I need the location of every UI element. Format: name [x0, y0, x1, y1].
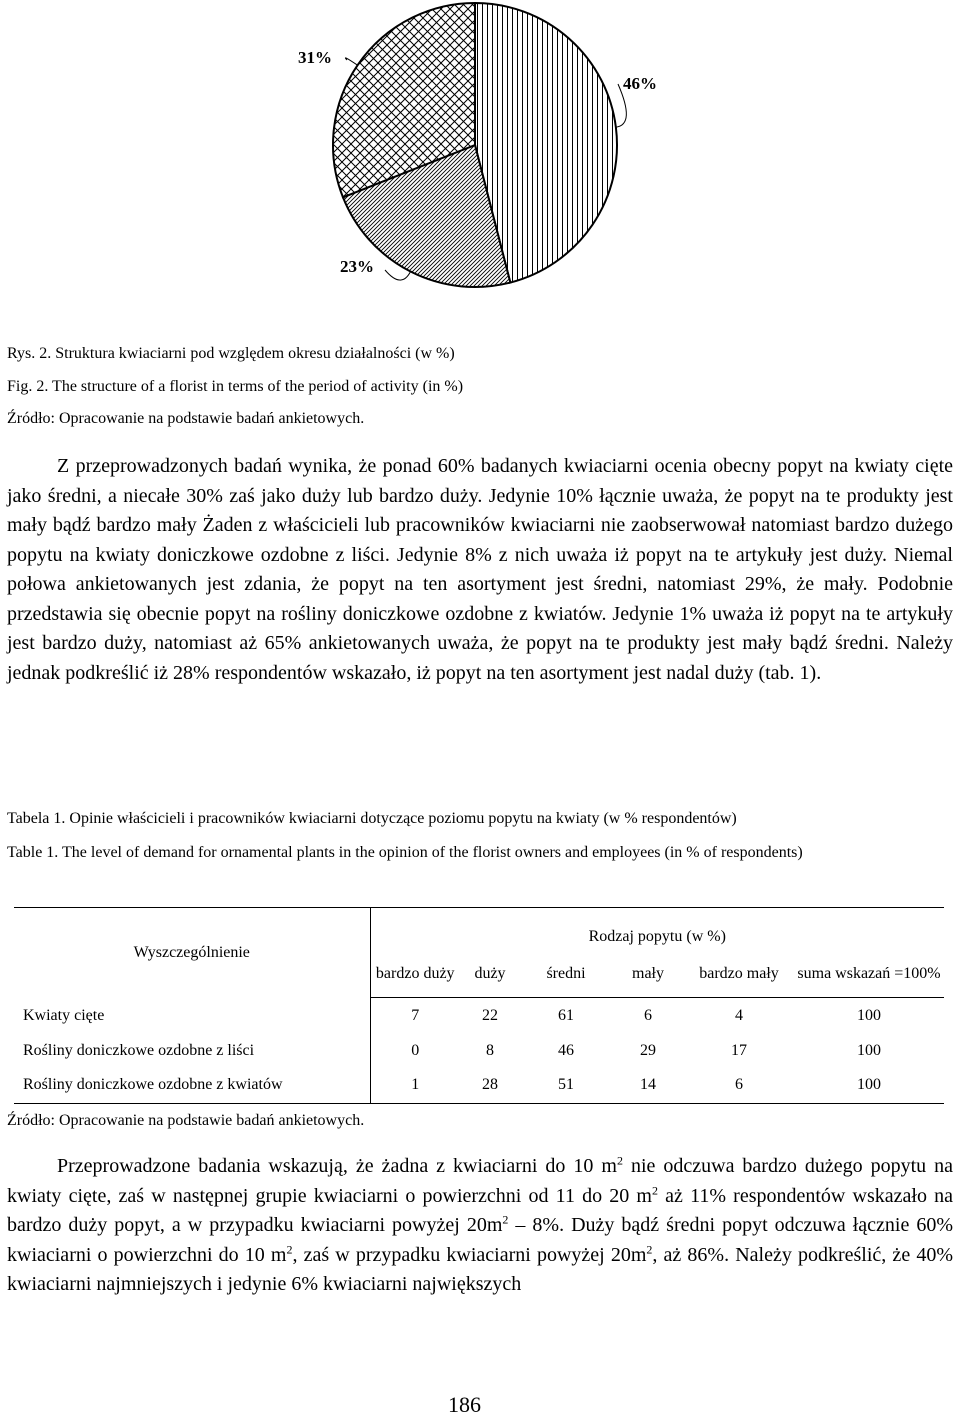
body-paragraph-2: [7, 1152, 953, 1300]
superscript: 2: [286, 1241, 293, 1256]
paragraph-2-part: nie odczuwa bardzo dużego popytu na kwiaty cięte, zaś w następnej grupie kwiaciarni o powierzchni od 11 do 20 m: [7, 1155, 953, 1207]
paragraph-2-part: – 8%. Duży bądź średni popyt odczuwa łącznie 60% kwiaciarni o powierzchni do 10 m: [7, 1214, 954, 1266]
table-caption-en: [7, 842, 937, 864]
table-row: [14, 998, 944, 1034]
col-header-sredni: średni: [520, 952, 612, 998]
row-label: Rośliny doniczkowe ozdobne z kwiatów: [14, 1068, 370, 1104]
table-row: [14, 1034, 944, 1068]
table-cell: 61: [558, 1006, 574, 1024]
table-caption-en-text: Table 1. The level of demand for ornamental plants in the opinion of the florist owners and employees (in % of respondents): [7, 844, 803, 861]
row-label: Rośliny doniczkowe ozdobne z liści: [14, 1034, 370, 1068]
pie-leader-line: [345, 58, 357, 65]
figure-source: Źródło: Opracowanie na podstawie badań ankietowych.: [7, 410, 365, 427]
table-cell: 17: [731, 1041, 747, 1059]
table-cell: 51: [520, 1068, 612, 1104]
table-cell: 100: [857, 1041, 881, 1059]
table-cell: 8: [486, 1041, 494, 1059]
col-header-maly: mały: [612, 952, 684, 998]
pie-label-46: 46%: [623, 74, 657, 93]
superscript: 2: [502, 1212, 509, 1227]
superscript: 2: [646, 1241, 653, 1256]
paragraph-2-part: Przeprowadzone badania wskazują, że żadna z kwiaciarni do 10 m: [57, 1155, 617, 1177]
table-cell: 100: [857, 1006, 881, 1024]
pie-label-23: 23%: [340, 257, 374, 276]
row-header: Wyszczególnienie: [14, 908, 370, 998]
col-header-bardzo-duzy: bardzo duży: [370, 952, 460, 998]
table-source: Źródło: Opracowanie na podstawie badań ankietowych.: [7, 1112, 365, 1129]
paragraph-2-part: , zaś w przypadku kwiaciarni powyżej 20m: [292, 1243, 647, 1266]
table-cell: 0: [411, 1041, 420, 1059]
col-header-duzy: duży: [460, 952, 520, 998]
table-row: [14, 1068, 944, 1104]
table-cell: 7: [411, 1006, 420, 1024]
row-label: Kwiaty cięte: [14, 998, 370, 1034]
superscript: 2: [616, 1153, 623, 1168]
superscript: 2: [652, 1182, 658, 1197]
paragraph-2-part: aż 11% respondentów wskazało na bardzo duży popyt, a w przypadku kwiaciarni powyżej 20m: [7, 1184, 953, 1236]
table-cell: 4: [735, 1006, 743, 1024]
body-paragraph-1: [7, 452, 953, 688]
paragraph-2-part: , aż 86%. Należy podkreślić, że 40% kwiaciarni najmniejszych i jedynie 6% kwiaciarni największych: [7, 1243, 953, 1295]
group-header: Rodzaj popytu (w %): [370, 908, 944, 952]
pie-chart-figure: [0, 0, 960, 300]
table-cell: 14: [612, 1068, 684, 1104]
pie-leader-line: [385, 270, 411, 280]
table-cell: 22: [482, 1006, 498, 1024]
figure-caption-en: Fig. 2. The structure of a florist in terms of the period of activity (in %): [7, 378, 464, 395]
table-cell: 100: [794, 1068, 944, 1104]
table-caption-pl: Tabela 1. Opinie właścicieli i pracowników kwiaciarni dotyczące poziomu popytu na kwiaty (w % respondentów): [7, 810, 737, 827]
table-cell: 6: [644, 1006, 652, 1024]
table-cell: 1: [370, 1068, 460, 1104]
table-cell: 6: [684, 1068, 794, 1104]
page-number: 186: [448, 1392, 481, 1417]
demand-table: [14, 907, 944, 1104]
table-cell: 29: [640, 1041, 656, 1059]
col-header-suma: suma wskazań =100%: [794, 952, 944, 998]
figure-caption-pl: Rys. 2. Struktura kwiaciarni pod względem okresu działalności (w %): [7, 345, 455, 362]
table-cell: 46: [558, 1041, 574, 1059]
col-header-bardzo-maly: bardzo mały: [684, 952, 794, 998]
pie-label-31: 31%: [298, 48, 332, 67]
table-cell: 28: [460, 1068, 520, 1104]
pie-chart: [0, 0, 960, 300]
paragraph-1-text: Z przeprowadzonych badań wynika, że ponad 60% badanych kwiaciarni ocenia obecny popyt na kwiaty cięte jako średni, a niecałe 30% zaś jako duży lub bardzo duży. Jedynie 10% łącznie uważa, że popyt na te produkty jest mały bądź bardzo mały Żaden z właścicieli lub pracowników kwiaciarni nie zaobserwował natomiast bardzo dużego popytu na kwiaty doniczkowe ozdobne z liści. Jedynie 8% z nich uważa iż popyt na te artykuły jest duży. Niemal połowa ankietowanych jest zdania, że popyt na ten asortyment jest średni, natomiast 29%, że mały. Podobnie przedstawia się obecnie popyt na rośliny doniczkowe ozdobne z kwiatów. Jedynie 1% uważa iż popyt na te artykuły jest bardzo duży, natomiast aż 65% ankietowanych uważa, że popyt na te produkty jest mały bądź średni. Należy jednak podkreślić iż 28% respondentów wskazało, iż popyt na ten asortyment jest nadal duży (tab. 1).: [7, 455, 953, 684]
